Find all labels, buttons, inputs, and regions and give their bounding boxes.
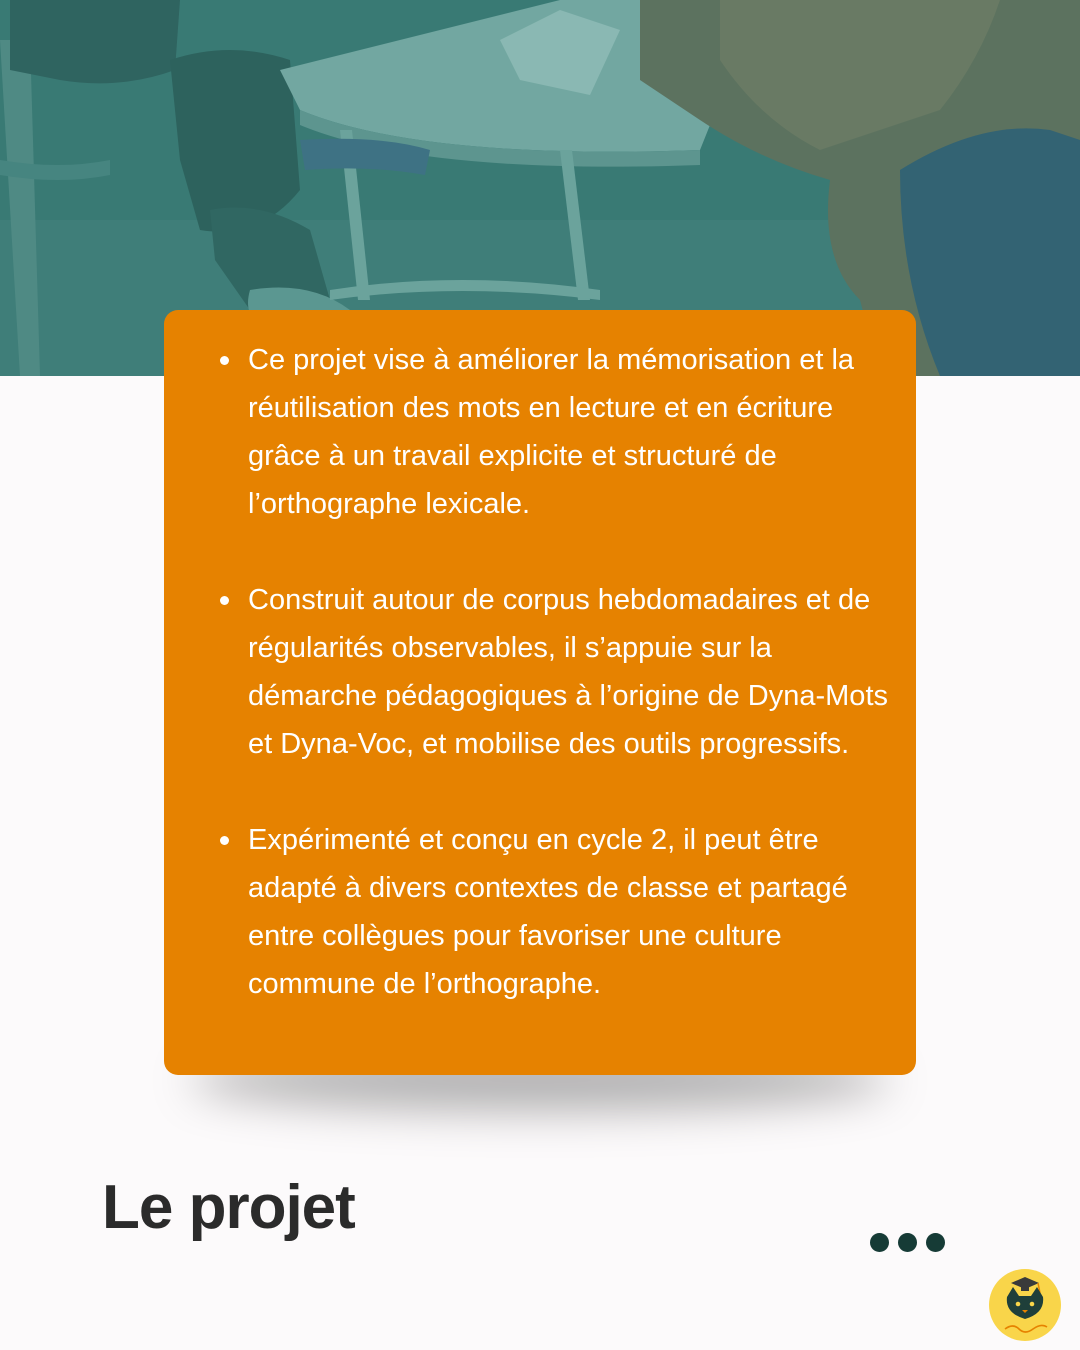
bullet-dot-icon (220, 356, 229, 365)
bullet-item (164, 816, 896, 1008)
logo-illustration (989, 1269, 1061, 1341)
bullet-item (164, 336, 896, 528)
more-dots-icon[interactable] (870, 1233, 945, 1252)
page-title: Le projet (102, 1173, 355, 1242)
bullet-item (164, 576, 896, 768)
bullet-text: Ce projet vise à améliorer la mémorisation et la réutilisation des mots en lecture et en écriture grâce à un travail explicite et structuré de l’orthographe lexicale. (248, 344, 855, 520)
dot (926, 1233, 945, 1252)
bullet-list (164, 336, 896, 1008)
bullet-text: Expérimenté et conçu en cycle 2, il peut être adapté à divers contextes de classe et partagé entre collègues pour favoriser une culture commune de l’orthographe. (248, 824, 848, 1000)
info-card (164, 310, 916, 1075)
bullet-text: Construit autour de corpus hebdomadaires et de régularités observables, il s’appuie sur la démarche pédagogiques à l’origine de Dyna-Mots et Dyna-Voc, et mobilise des outils progressifs. (248, 584, 888, 760)
dot (870, 1233, 889, 1252)
bullet-dot-icon (220, 836, 229, 845)
bullet-dot-icon (220, 596, 229, 605)
dot (898, 1233, 917, 1252)
cat-graduation-cap-logo (989, 1269, 1061, 1341)
